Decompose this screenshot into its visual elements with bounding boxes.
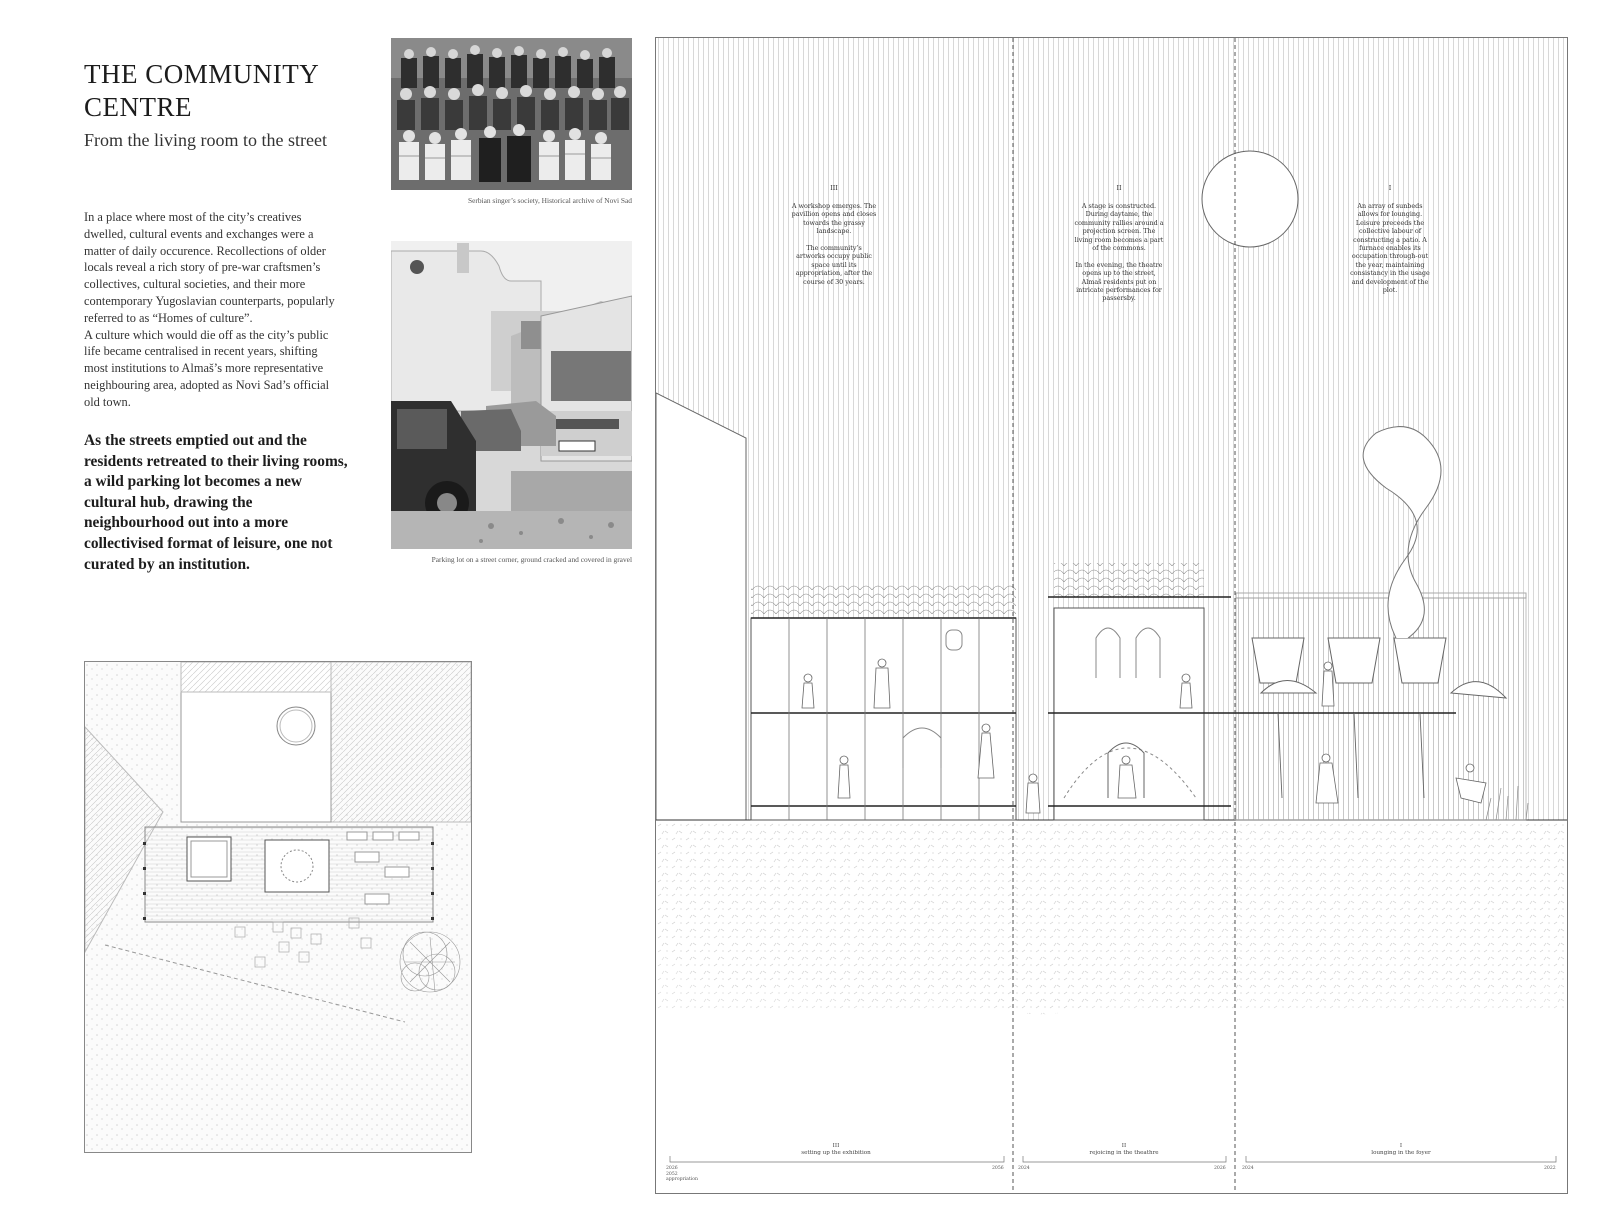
site-plan: [84, 661, 472, 1153]
highlight-text: As the streets emptied out and the residents retreated to their living rooms, a wild parking lot becomes a new cultural hub, drawing the neighbourhood out into a more collectivised format of leisure, one not curated by an institution.: [84, 432, 348, 573]
page-title: THE COMMUNITY CENTRE: [84, 59, 319, 122]
phase-i-text: An array of sunbeds allows for lounging. Leisure preceeds the collective labour of constructing a patio. A furnace enables its occupation through-out the year, maintaining consistancy in the usage and development of the plot.: [1350, 202, 1430, 295]
intro-paragraph-1: In a place where most of the city’s creatives dwelled, cultural events and exchanges were a matter of daily occurence. Recollections of older locals reveal a rich story of pre-war craftsmen’s collectives, cultural societies, and their more contemporary Yugoslavian counterparts, popularly referred to as “Homes of culture”.: [84, 210, 335, 325]
timeline-iii-label: setting up the exhibition: [801, 1150, 871, 1156]
timeline-ii-label: rejoicing in the theathre: [1089, 1150, 1159, 1156]
phase-ii-text: A stage is constructed. During daytame, the community rallies around a projection screen. The living room becomes a part of the commons. In the evening, the theatre opens up to the street, Almaš residents put on intricate performances for passersby.: [1074, 202, 1164, 303]
timeline-ii-numeral: II: [1121, 1143, 1127, 1149]
timeline-i-label: lounging in the foyer: [1371, 1150, 1431, 1156]
timeline-ii-start: 2024: [1018, 1166, 1030, 1171]
timeline-ii-end: 2026: [1214, 1166, 1226, 1171]
timeline-iii-start: 2026: [666, 1166, 678, 1171]
parking-lot-photo: [391, 241, 632, 549]
phase-ii-numeral: II: [1116, 184, 1122, 192]
archive-group-photo: [391, 38, 632, 190]
intro-paragraph-2: A culture which would die off as the city’s public life became centralised in recent years, shifting most institutions to Almaš’s more representative neighbouring area, adopted as Novi Sad’s official old town.: [84, 327, 330, 409]
intro-text: [84, 209, 344, 411]
timeline-iii-end: 2056: [992, 1166, 1004, 1171]
timeline-i-end: 2022: [1544, 1166, 1556, 1171]
phase-i-numeral: I: [1388, 184, 1392, 192]
phase-iii-numeral: III: [830, 184, 838, 192]
phase-iii-text: A workshop emerges. The pavillion opens and closes towards the grassy landscape. The community’s artworks occupy public space until its appropriation, after the course of 30 years.: [791, 202, 877, 286]
parking-photo-caption: Parking lot on a street corner, ground cracked and covered in gravel: [431, 555, 632, 564]
timeline-iii-note: 2052 appropriation: [666, 1172, 698, 1183]
section-drawing: [655, 37, 1568, 1194]
archive-photo-caption: Serbian singer’s society, Historical archive of Novi Sad: [468, 196, 632, 205]
timeline-i-start: 2024: [1242, 1166, 1254, 1171]
timeline-i-numeral: I: [1399, 1143, 1403, 1149]
page-subtitle: From the living room to the street: [84, 130, 327, 150]
timeline-iii-numeral: III: [832, 1143, 840, 1149]
